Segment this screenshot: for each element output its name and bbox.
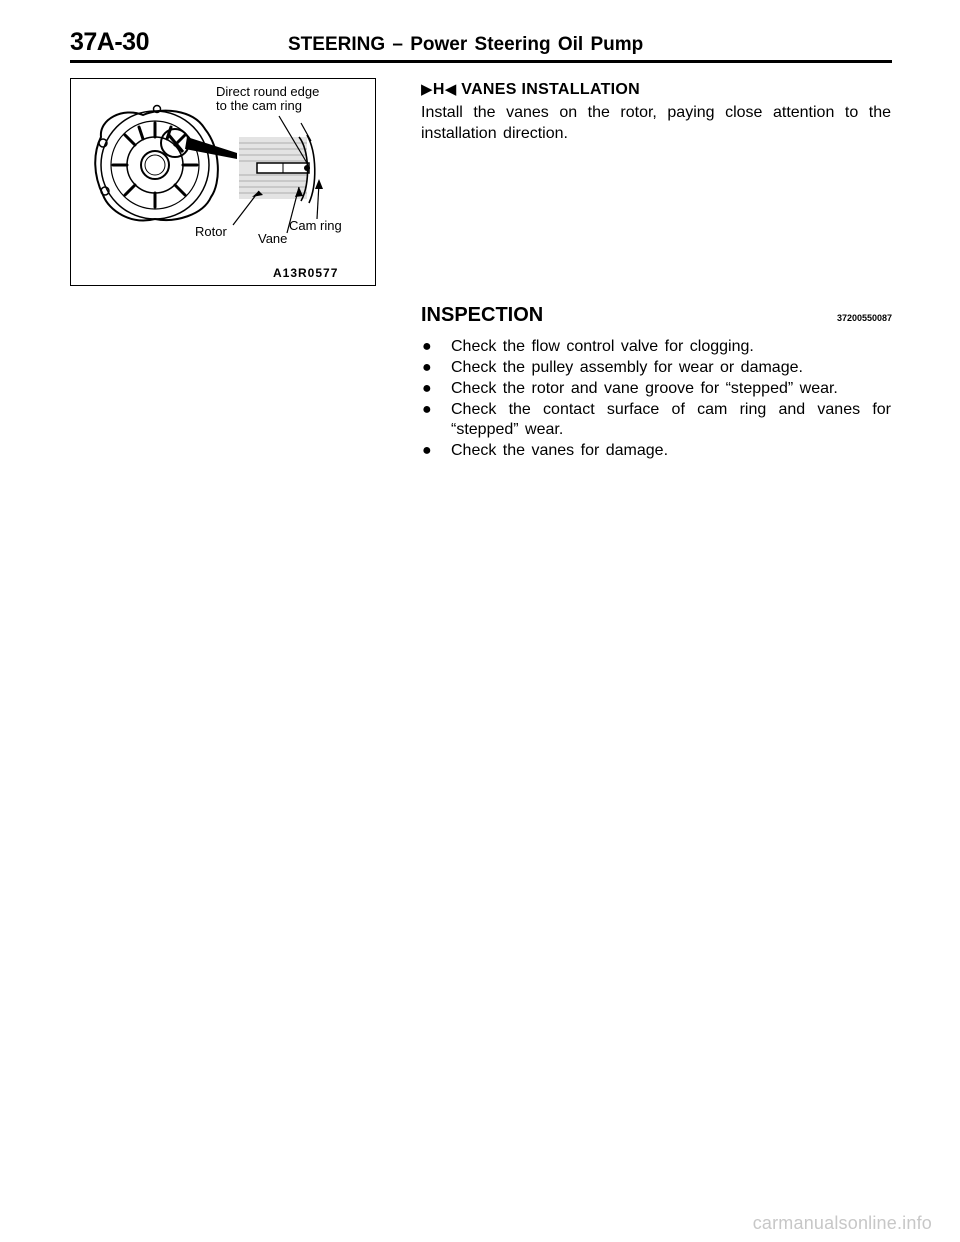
heading-text: VANES INSTALLATION <box>461 81 641 98</box>
marker-arrow-right-icon: ▶ <box>421 81 433 98</box>
vane-installation-figure <box>70 78 376 286</box>
page-code: 37A-30 <box>70 28 149 56</box>
inspection-heading: INSPECTION <box>421 304 544 326</box>
marker-arrow-left-icon: ◀ <box>444 81 457 98</box>
bullet-icon: ● <box>422 338 432 355</box>
header-divider <box>70 60 892 63</box>
list-item <box>421 358 891 378</box>
list-item <box>421 441 891 461</box>
list-item <box>421 337 891 357</box>
list-item-text: Check the vanes for damage. <box>451 442 669 459</box>
marker-letter: H <box>432 81 445 98</box>
label-rotor: Rotor <box>195 224 227 239</box>
list-item-text: Check the pulley assembly for wear or damage. <box>451 359 803 376</box>
bullet-icon: ● <box>422 359 432 376</box>
label-cam-ring: Cam ring <box>289 218 342 233</box>
inspection-checklist <box>421 337 891 462</box>
watermark: carmanualsonline.info <box>752 1213 932 1233</box>
inspection-code: 37200550087 <box>836 313 892 323</box>
vanes-installation-body: Install the vanes on the rotor, paying close attention to the installation direction. <box>421 104 891 142</box>
list-item <box>421 379 891 399</box>
label-direct-round-edge-line1: Direct round edge <box>216 84 320 99</box>
bullet-icon: ● <box>422 401 432 418</box>
list-item-text: Check the rotor and vane groove for “stepped” wear. <box>451 380 838 397</box>
label-vane: Vane <box>258 231 288 246</box>
list-item-text: Check the contact surface of cam ring and vanes for “stepped” wear. <box>451 401 891 438</box>
vanes-installation-heading <box>421 80 640 99</box>
bullet-icon: ● <box>422 442 432 459</box>
label-direct-round-edge-line2: to the cam ring <box>216 98 302 113</box>
page-title: STEERING – Power Steering Oil Pump <box>288 34 644 55</box>
list-item-text: Check the flow control valve for clogging. <box>451 338 754 355</box>
figure-code: A13R0577 <box>273 266 339 280</box>
bullet-icon: ● <box>422 380 432 397</box>
list-item <box>421 400 891 440</box>
